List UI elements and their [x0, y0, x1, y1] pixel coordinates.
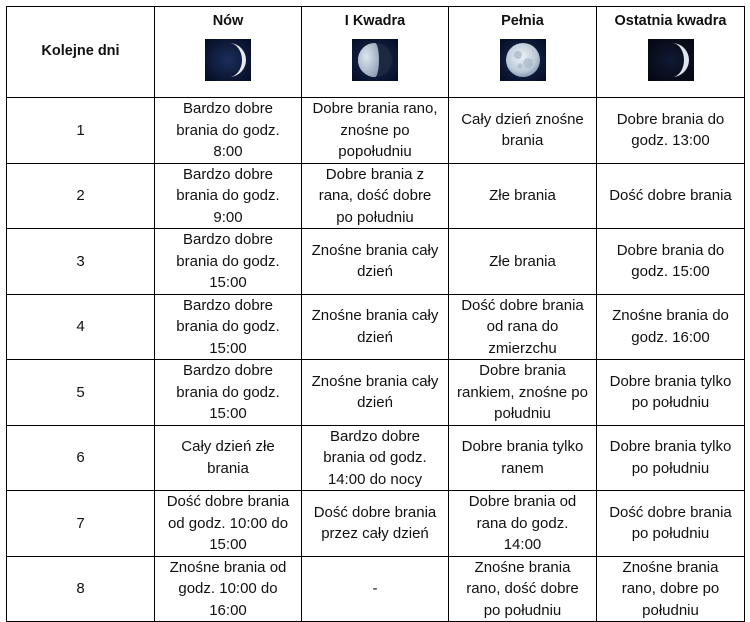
cell-new-moon: Bardzo dobre brania do godz. 9:00	[155, 163, 302, 229]
cell-last-quarter: Znośne brania rano, dobre po południu	[597, 556, 745, 622]
cell-first-quarter: Dobre brania rano, znośne po popołudniu	[302, 98, 449, 164]
phase-label: I Kwadra	[344, 13, 406, 29]
table-row	[7, 556, 745, 622]
day-number: 8	[7, 556, 155, 622]
full-moon-icon	[500, 39, 546, 81]
table-row	[7, 229, 745, 295]
header-phase-new-moon	[155, 7, 302, 98]
cell-first-quarter: Znośne brania cały dzień	[302, 294, 449, 360]
table-row	[7, 294, 745, 360]
header-phase-last-quarter	[597, 7, 745, 98]
moon-phase-fishing-table-container	[6, 6, 745, 622]
header-phase-first-quarter	[302, 7, 449, 98]
day-number: 1	[7, 98, 155, 164]
cell-last-quarter: Dobre brania tylko po południu	[597, 360, 745, 426]
cell-new-moon: Bardzo dobre brania do godz. 15:00	[155, 294, 302, 360]
cell-full-moon: Dość dobre brania od rana do zmierzchu	[449, 294, 597, 360]
cell-last-quarter: Dobre brania do godz. 13:00	[597, 98, 745, 164]
cell-last-quarter: Dość dobre brania	[597, 163, 745, 229]
table-row	[7, 360, 745, 426]
cell-new-moon: Bardzo dobre brania do godz. 15:00	[155, 360, 302, 426]
cell-full-moon: Złe brania	[449, 163, 597, 229]
cell-new-moon: Znośne brania od godz. 10:00 do 16:00	[155, 556, 302, 622]
table-row	[7, 98, 745, 164]
cell-last-quarter: Znośne brania do godz. 16:00	[597, 294, 745, 360]
cell-full-moon: Dobre brania rankiem, znośne po południu	[449, 360, 597, 426]
cell-first-quarter: Bardzo dobre brania od godz. 14:00 do nocy	[302, 425, 449, 491]
cell-first-quarter: Dobre brania z rana, dość dobre po południu	[302, 163, 449, 229]
cell-last-quarter: Dobre brania tylko po południu	[597, 425, 745, 491]
cell-full-moon: Dobre brania od rana do godz. 14:00	[449, 491, 597, 557]
cell-full-moon: Złe brania	[449, 229, 597, 295]
day-number: 5	[7, 360, 155, 426]
cell-new-moon: Dość dobre brania od godz. 10:00 do 15:00	[155, 491, 302, 557]
new-moon-crescent-icon	[205, 39, 251, 81]
cell-new-moon: Bardzo dobre brania do godz. 15:00	[155, 229, 302, 295]
phase-label: Pełnia	[501, 13, 544, 29]
phase-label: Ostatnia kwadra	[614, 13, 727, 29]
header-row	[7, 7, 745, 98]
day-number: 3	[7, 229, 155, 295]
cell-full-moon: Dobre brania tylko ranem	[449, 425, 597, 491]
cell-first-quarter: Znośne brania cały dzień	[302, 229, 449, 295]
day-number: 6	[7, 425, 155, 491]
cell-full-moon: Cały dzień znośne brania	[449, 98, 597, 164]
cell-full-moon: Znośne brania rano, dość dobre po południu	[449, 556, 597, 622]
moon-phase-fishing-table	[6, 6, 745, 622]
cell-new-moon: Bardzo dobre brania do godz. 8:00	[155, 98, 302, 164]
cell-first-quarter: -	[302, 556, 449, 622]
cell-new-moon: Cały dzień złe brania	[155, 425, 302, 491]
table-row	[7, 163, 745, 229]
last-quarter-moon-icon	[648, 39, 694, 81]
day-number: 4	[7, 294, 155, 360]
cell-first-quarter: Znośne brania cały dzień	[302, 360, 449, 426]
table-row	[7, 491, 745, 557]
header-phase-full-moon	[449, 7, 597, 98]
day-number: 2	[7, 163, 155, 229]
phase-label: Nów	[212, 13, 244, 29]
header-days: Kolejne dni	[7, 7, 155, 98]
cell-last-quarter: Dość dobre brania po południu	[597, 491, 745, 557]
day-number: 7	[7, 491, 155, 557]
first-quarter-moon-icon	[352, 39, 398, 81]
table-row	[7, 425, 745, 491]
cell-first-quarter: Dość dobre brania przez cały dzień	[302, 491, 449, 557]
cell-last-quarter: Dobre brania do godz. 15:00	[597, 229, 745, 295]
